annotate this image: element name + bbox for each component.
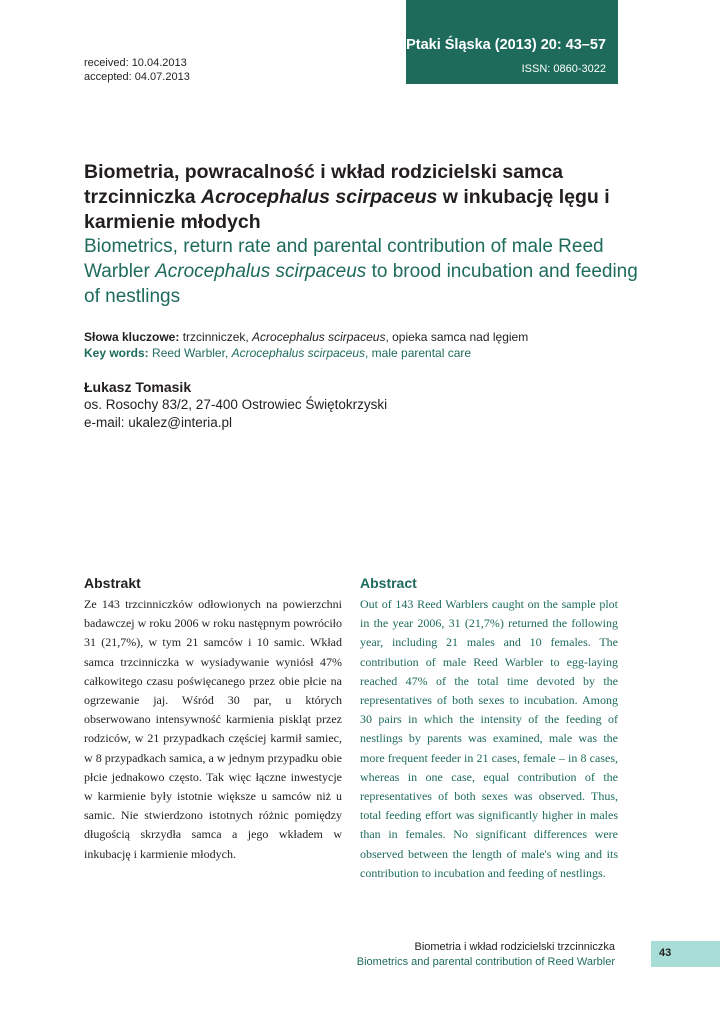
abstract-pl-text: Ze 143 trzcinniczków odłowionych na powierzchni badawczej w roku 2006 w roku następnym powróciło 31 (21,7%), w tym 21 samców i 10 samic. Wkład samca trzcinniczka w wysiadywanie wyniósł 47% całkowitego czasu poświęcanego przez obie płcie na ogrzewanie jaj. Wśród 30 par, u których obserwowano intensywność karmienia piskląt przez rodziców, w 21 przypadkach częściej karmił samiec, w 8 przypadkach samica, a w jednym przypadku obie płcie jednakowo często. Tak więc łączne inwestycje w karmienie były istotnie większe u samców niż u samic. Nie stwierdzono istotnych różnic pomiędzy długością skrzydła samca a jego wkładem w inkubację i karmienie młodych. xyxy=(84,597,342,861)
keywords-en-label: Key words: xyxy=(84,346,149,360)
title-en-species: Acrocephalus scirpaceus xyxy=(155,261,367,282)
author-address: os. Rosochy 83/2, 27-400 Ostrowiec Świętokrzyski xyxy=(84,397,388,412)
title-pl-part2: w inkubację lęgu i karmienie młodych xyxy=(84,186,610,233)
author-email: e-mail: ukalez@interia.pl xyxy=(84,415,233,430)
page-number: 43 xyxy=(651,941,720,967)
accepted-date: accepted: 04.07.2013 xyxy=(84,71,190,83)
author-name: Łukasz Tomasik xyxy=(84,379,192,395)
keywords-block xyxy=(84,329,528,361)
keywords-pl-species: Acrocephalus scirpaceus xyxy=(252,330,386,344)
title-en-part1: Biometrics, return rate and parental contribution of male Reed Warbler xyxy=(84,236,604,282)
keywords-pl-pre: trzcinniczek, xyxy=(179,330,253,344)
keywords-polish xyxy=(84,329,528,345)
keywords-pl-post: , opieka samca nad lęgiem xyxy=(385,330,529,344)
footer-title-pl: Biometria i wkład rodzicielski trzcinniczka xyxy=(414,941,615,953)
abstract-en-text: Out of 143 Reed Warblers caught on the sample plot in the year 2006, 31 (21,7%) returned the following year, including 21 males and 10 females. The contribution of male Reed Warbler to egg-laying reached 47% of the total time devoted by the representatives of both sexes to incubation. Among 30 pairs in which the intensity of the feeding of nestlings by parents was examined, male was the more frequent feeder in 21 cases, female – in 8 cases, whereas in one case, equal contribution of the representatives of both sexes was observed. Thus, total feeding effort was significantly higher in males than in females. No significant differences were observed between the length of male's wing and its contribution to incubation and feeding of nestlings. xyxy=(360,597,618,880)
title-pl-part1: Biometria, powracalność i wkład rodzicielski samca trzcinniczka xyxy=(84,161,564,208)
keywords-en-species: Acrocephalus scirpaceus xyxy=(231,346,366,360)
abstract-en-heading: Abstract xyxy=(360,575,417,591)
running-footer xyxy=(357,940,615,970)
keywords-en-post: , male parental care xyxy=(365,346,472,360)
journal-header-box xyxy=(406,0,618,84)
title-pl-species: Acrocephalus scirpaceus xyxy=(201,186,438,208)
keywords-english xyxy=(84,345,528,361)
title-polish xyxy=(84,160,624,235)
abstract-pl-heading: Abstrakt xyxy=(84,575,141,591)
keywords-en-pre: Reed Warbler, xyxy=(148,346,232,360)
submission-dates xyxy=(84,56,190,84)
keywords-pl-label: Słowa kluczowe: xyxy=(84,330,180,344)
journal-issn: ISSN: 0860-3022 xyxy=(521,63,606,75)
journal-reference: Ptaki Śląska (2013) 20: 43–57 xyxy=(406,37,606,53)
abstract-english xyxy=(360,574,618,883)
author-block xyxy=(84,378,387,432)
title-english xyxy=(84,234,644,309)
received-date: received: 10.04.2013 xyxy=(84,57,187,69)
abstract-polish xyxy=(84,574,342,864)
title-en-part2: to brood incubation and feeding of nestlings xyxy=(84,261,638,307)
footer-title-en: Biometrics and parental contribution of Reed Warbler xyxy=(356,956,615,968)
